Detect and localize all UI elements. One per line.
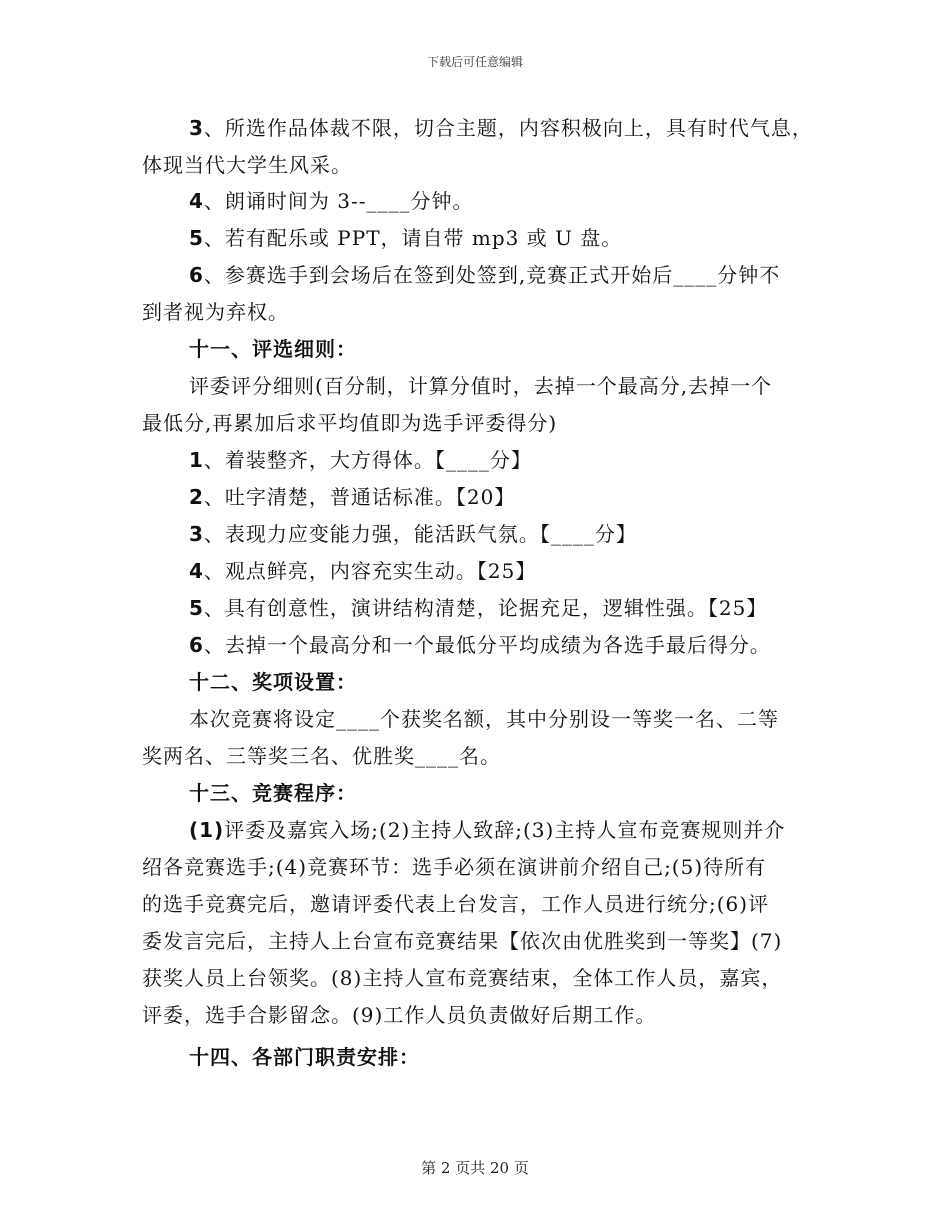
text-line	[189, 633, 771, 657]
text-line	[189, 818, 785, 842]
text-line	[189, 448, 532, 472]
text-line: 奖两名、三等奖三名、优胜奖____名。	[142, 744, 501, 768]
text-line: 评委，选手合影留念。(9)工作人员负责做好后期工作。	[142, 1003, 657, 1027]
page-footer: 第 2 页共 20 页	[421, 1159, 529, 1177]
item-number: 5	[189, 596, 204, 620]
text-line: 评委评分细则(百分制，计算分值时，去掉一个最高分,去掉一个	[189, 374, 773, 398]
item-number: (1)	[189, 818, 225, 842]
item-text: 、表现力应变能力强，能活跃气氛。【____分】	[203, 522, 637, 546]
item-text: 、着装整齐，大方得体。【____分】	[203, 448, 532, 472]
text-line	[189, 226, 622, 250]
text-line: 体现当代大学生风采。	[142, 153, 352, 177]
item-number: 4	[189, 559, 204, 583]
text-line: 绍各竞赛选手;(4)竞赛环节：选手必须在演讲前介绍自己;(5)待所有	[142, 855, 767, 879]
item-text: 评委及嘉宾入场;(2)主持人致辞;(3)主持人宣布竞赛规则并介	[224, 818, 786, 842]
item-text: 、具有创意性，演讲结构清楚，论据充足，逻辑性强。【25】	[203, 596, 768, 620]
item-text: 、观点鲜亮，内容充实生动。【25】	[203, 559, 537, 583]
item-text: 、去掉一个最高分和一个最低分平均成绩为各选手最后得分。	[203, 633, 771, 657]
text-line	[189, 116, 813, 140]
item-number: 6	[189, 263, 204, 287]
text-line: 获奖人员上台领奖。(8)主持人宣布竞赛结束，全体工作人员，嘉宾，	[142, 966, 783, 990]
item-number: 4	[189, 189, 204, 213]
item-number: 3	[189, 116, 204, 140]
item-text: 、若有配乐或 PPT，请自带 mp3 或 U 盘。	[203, 226, 623, 250]
item-text: 、参赛选手到会场后在签到处签到,竞赛正式开始后____分钟不	[203, 263, 781, 287]
text-line: 本次竞赛将设定____个获奖名额，其中分别设一等奖一名、二等	[189, 707, 779, 731]
text-line: 到者视为弃权。	[142, 300, 289, 324]
section-heading: 十一、评选细则：	[189, 337, 357, 361]
section-heading: 十三、竞赛程序：	[189, 781, 357, 805]
item-number: 6	[189, 633, 204, 657]
text-line: 委发言完后，主持人上台宣布竞赛结果【依次由优胜奖到一等奖】(7)	[142, 929, 783, 953]
text-line	[189, 263, 780, 287]
item-number: 1	[189, 448, 204, 472]
item-text: 、朗诵时间为 3--____分钟。	[203, 189, 474, 213]
text-line	[189, 485, 515, 509]
item-number: 2	[189, 485, 204, 509]
text-line: 最低分,再累加后求平均值即为选手评委得分)	[142, 411, 558, 435]
text-line	[189, 596, 767, 620]
item-number: 5	[189, 226, 204, 250]
item-text: 、所选作品体裁不限，切合主题，内容积极向上，具有时代气息，	[203, 116, 813, 140]
item-text: 、吐字清楚，普通话标准。【20】	[203, 485, 516, 509]
text-line: 的选手竞赛完后，邀请评委代表上台发言，工作人员进行统分;(6)评	[142, 892, 770, 916]
section-heading: 十二、奖项设置：	[189, 670, 357, 694]
text-line	[189, 559, 536, 583]
page-header: 下载后可任意编辑	[426, 55, 523, 69]
text-line	[189, 522, 637, 546]
section-heading: 十四、各部门职责安排：	[189, 1045, 420, 1069]
item-number: 3	[189, 522, 204, 546]
text-line	[189, 189, 474, 213]
